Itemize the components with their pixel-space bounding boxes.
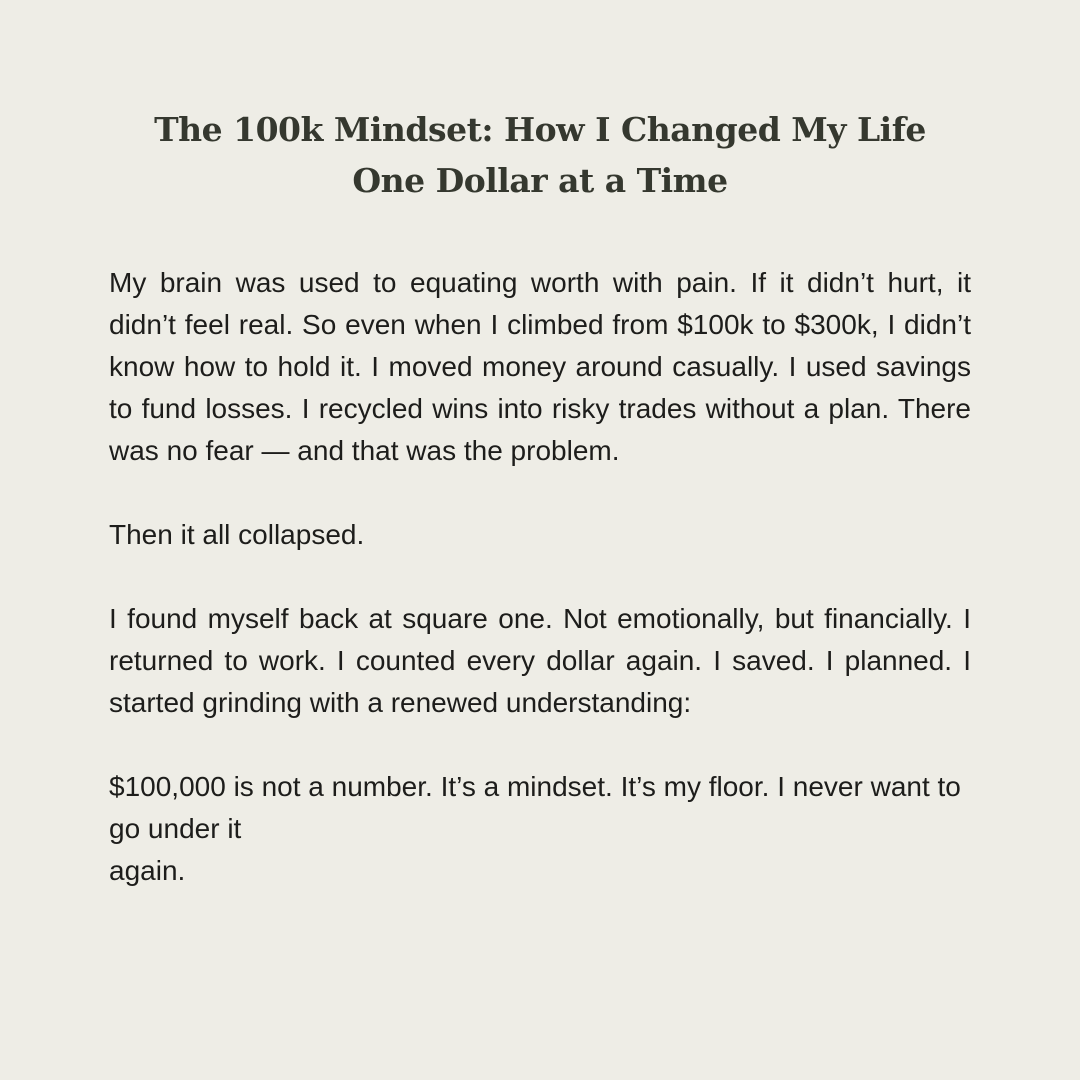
body-text xyxy=(109,262,971,892)
page-title xyxy=(0,104,1080,206)
title-line-1: The 100k Mindset: How I Changed My Life xyxy=(154,110,926,149)
closing-line-1: $100,000 is not a number. It’s a mindset. It’s my floor. I never want to go under it xyxy=(109,771,961,844)
paragraph-1: My brain was used to equating worth with pain. If it didn’t hurt, it didn’t feel real. So even when I climbed from $100k to $300k, I didn’t know how to hold it. I moved money around casually. I used savings to fund losses. I recycled wins into risky trades without a plan. There was no fear — and that was the problem. xyxy=(109,267,971,466)
paragraph-2: Then it all collapsed. xyxy=(109,519,365,550)
closing-paragraph xyxy=(109,766,971,892)
closing-line-2: again. xyxy=(109,855,186,886)
paragraph-3: I found myself back at square one. Not emotionally, but financially. I returned to work. I counted every dollar again. I saved. I planned. I started grinding with a renewed understanding: xyxy=(109,603,971,718)
title-line-2: One Dollar at a Time xyxy=(352,161,728,200)
